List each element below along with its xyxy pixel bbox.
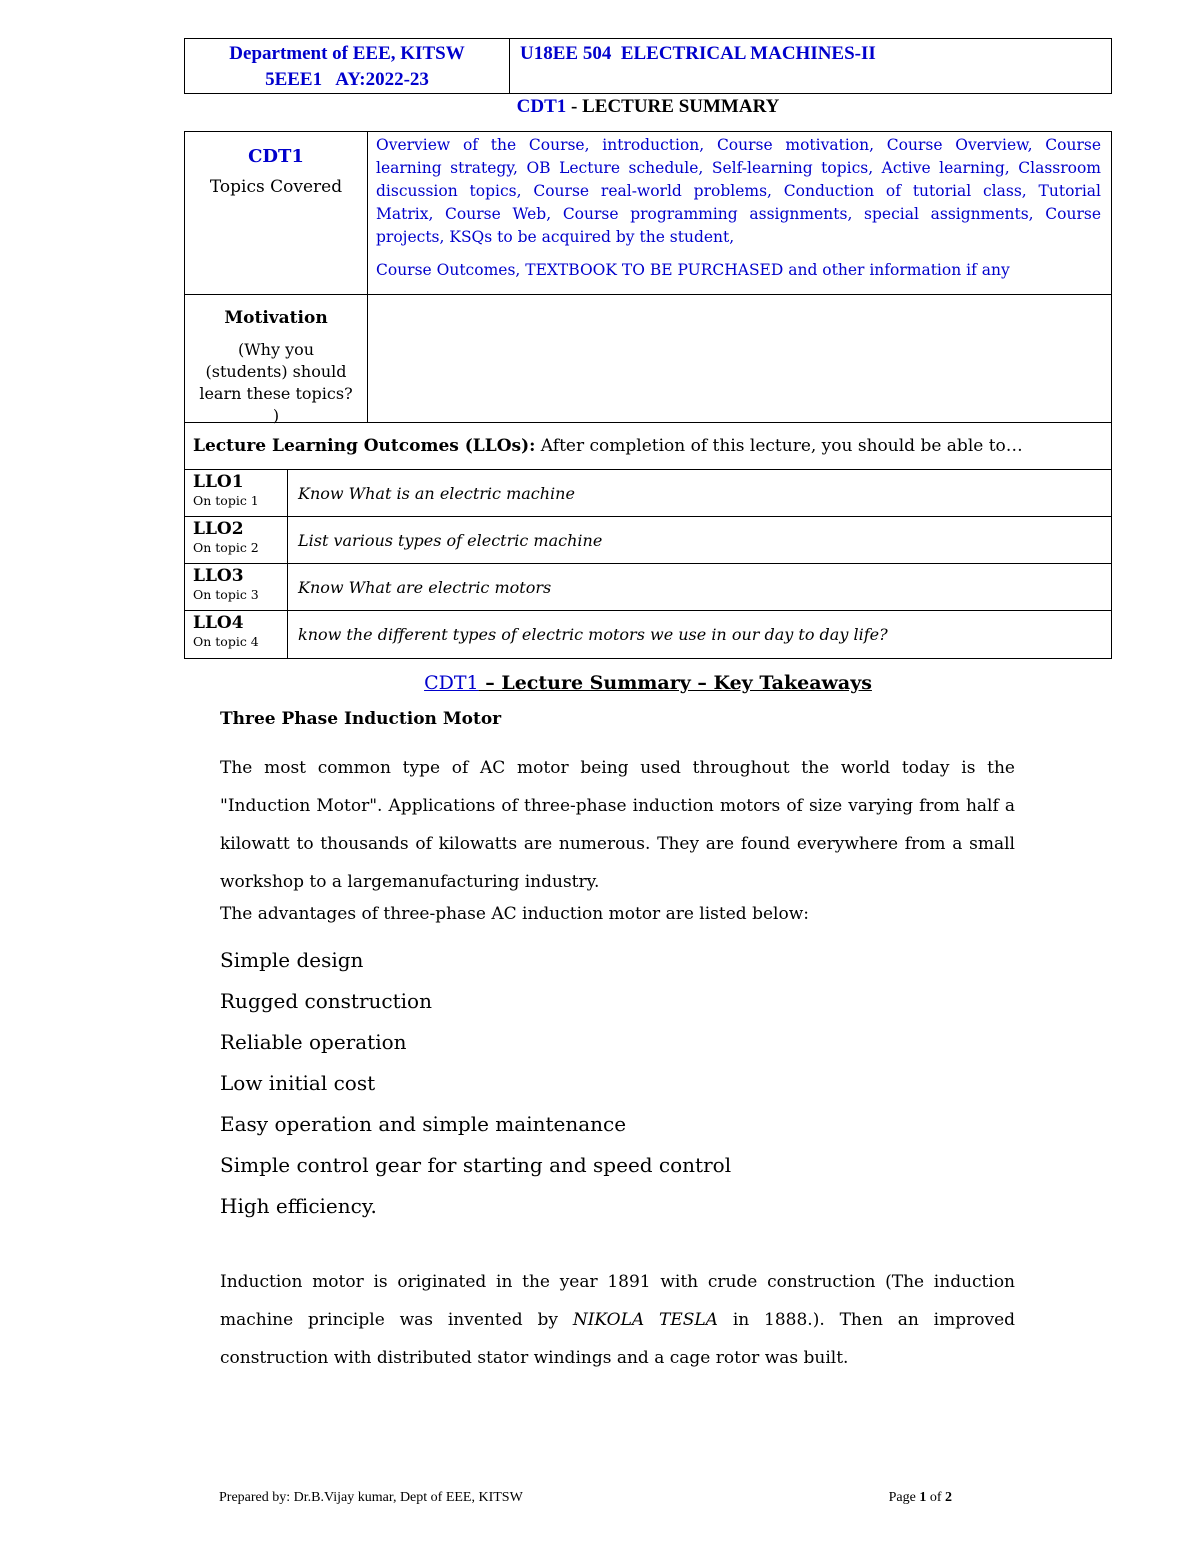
llo-id: LLO2 bbox=[193, 519, 244, 539]
motivation-label: Motivation bbox=[224, 308, 328, 328]
llo-header-label: Lecture Learning Outcomes (LLOs): bbox=[193, 436, 536, 456]
list-item: Low initial cost bbox=[220, 1071, 376, 1095]
llo-text: Know What are electric motors bbox=[298, 577, 552, 597]
tesla-name: NIKOLA TESLA bbox=[572, 1310, 718, 1330]
key-takeaways-title bbox=[184, 672, 1112, 694]
motivation-label-cell bbox=[185, 295, 368, 425]
llo-id-cell bbox=[185, 611, 288, 658]
course-title: U18EE 504 ELECTRICAL MACHINES-II bbox=[520, 43, 876, 64]
department-line: Department of EEE, KITSW bbox=[229, 43, 465, 64]
list-item: Rugged construction bbox=[220, 989, 432, 1013]
total-pages: 2 bbox=[945, 1490, 952, 1505]
llo-text: know the different types of electric motors we use in our day to day life? bbox=[298, 625, 888, 644]
llo-topic: On topic 2 bbox=[193, 540, 259, 555]
motivation-content bbox=[368, 295, 1111, 422]
lecture-summary-title bbox=[184, 96, 1112, 118]
list-item: Reliable operation bbox=[220, 1030, 407, 1054]
llo-text: List various types of electric machine bbox=[298, 530, 603, 550]
of-word: of bbox=[926, 1490, 945, 1505]
current-page: 1 bbox=[919, 1490, 927, 1505]
llo-header-text: After completion of this lecture, you should be able to… bbox=[535, 436, 1023, 456]
advantages-list bbox=[220, 940, 731, 1227]
motivation-subtext: (Why you (students) should learn these topics? ) bbox=[199, 340, 353, 425]
intro-paragraph: The most common type of AC motor being used throughout the world today is the "Induction Motor". Applications of three-phase induction motors of size varying from half a kilowatt to thousands of kilowatts are numerous. They are found everywhere from a small workshop to a largemanufacturing industry. bbox=[220, 758, 1015, 892]
history-text-a: Induction motor is originated in the year 1891 with crude construction (The induction machine principle was invented by bbox=[220, 1272, 1015, 1330]
llo-row bbox=[185, 564, 1111, 611]
topics-content bbox=[368, 132, 1111, 294]
llo-topic: On topic 4 bbox=[193, 634, 259, 649]
history-text-b: in 1888.). Then an improved construction with distributed stator windings and a cage rotor was built. bbox=[220, 1310, 1016, 1368]
lecture-table bbox=[184, 131, 1112, 659]
llo-row bbox=[185, 611, 1111, 658]
llo-header-row bbox=[185, 423, 1111, 470]
llo-id: LLO1 bbox=[193, 472, 244, 492]
department-cell bbox=[185, 39, 510, 93]
topics-row bbox=[185, 132, 1111, 295]
course-outcomes-text: Course Outcomes, TEXTBOOK TO BE PURCHASED and other information if any bbox=[376, 261, 1010, 279]
header-box bbox=[184, 38, 1112, 94]
advantages-intro: The advantages of three-phase AC induction motor are listed below: bbox=[220, 904, 809, 924]
llo-id-cell bbox=[185, 517, 288, 563]
llo-topic: On topic 1 bbox=[193, 493, 259, 508]
page-word: Page bbox=[888, 1490, 920, 1505]
list-item: Easy operation and simple maintenance bbox=[220, 1112, 627, 1136]
summary-title-text: - LECTURE SUMMARY bbox=[566, 96, 780, 117]
topics-text: Overview of the Course, introduction, Course motivation, Course Overview, Course learning strategy, OB Lecture schedule, Self-learning topics, Active learning, Classroom discussion topics, Course real-world problems, Conduction of tutorial class, Tutorial Matrix, Course Web, Course programming assignments, special assignments, Course projects, KSQs to be acquired by the student, bbox=[376, 136, 1101, 246]
list-item: Simple design bbox=[220, 948, 364, 972]
llo-text: Know What is an electric machine bbox=[298, 483, 575, 503]
list-item: Simple control gear for starting and speed control bbox=[220, 1153, 732, 1177]
llo-id-cell bbox=[185, 470, 288, 516]
list-item: High efficiency. bbox=[220, 1194, 377, 1218]
history-paragraph bbox=[220, 1263, 1015, 1377]
section-heading: Three Phase Induction Motor bbox=[220, 709, 502, 729]
page-number bbox=[889, 1490, 952, 1506]
llo-row bbox=[185, 517, 1111, 564]
topics-label-cell bbox=[185, 132, 368, 294]
motivation-row bbox=[185, 295, 1111, 423]
llo-id-cell bbox=[185, 564, 288, 610]
cdt-link[interactable]: CDT1 bbox=[424, 672, 479, 694]
academic-year-line: 5EEE1 AY:2022-23 bbox=[265, 69, 429, 90]
cdt-code: CDT1 bbox=[516, 96, 567, 117]
llo-row bbox=[185, 470, 1111, 517]
llo-id: LLO4 bbox=[193, 613, 244, 633]
key-takeaways-text: – Lecture Summary – Key Takeaways bbox=[478, 672, 872, 694]
prepared-by: Prepared by: Dr.B.Vijay kumar, Dept of EEE, KITSW bbox=[219, 1490, 523, 1505]
llo-topic: On topic 3 bbox=[193, 587, 259, 602]
page-footer bbox=[219, 1490, 952, 1506]
topics-label: Topics Covered bbox=[209, 177, 343, 197]
llo-id: LLO3 bbox=[193, 566, 244, 586]
topics-code: CDT1 bbox=[248, 146, 304, 167]
